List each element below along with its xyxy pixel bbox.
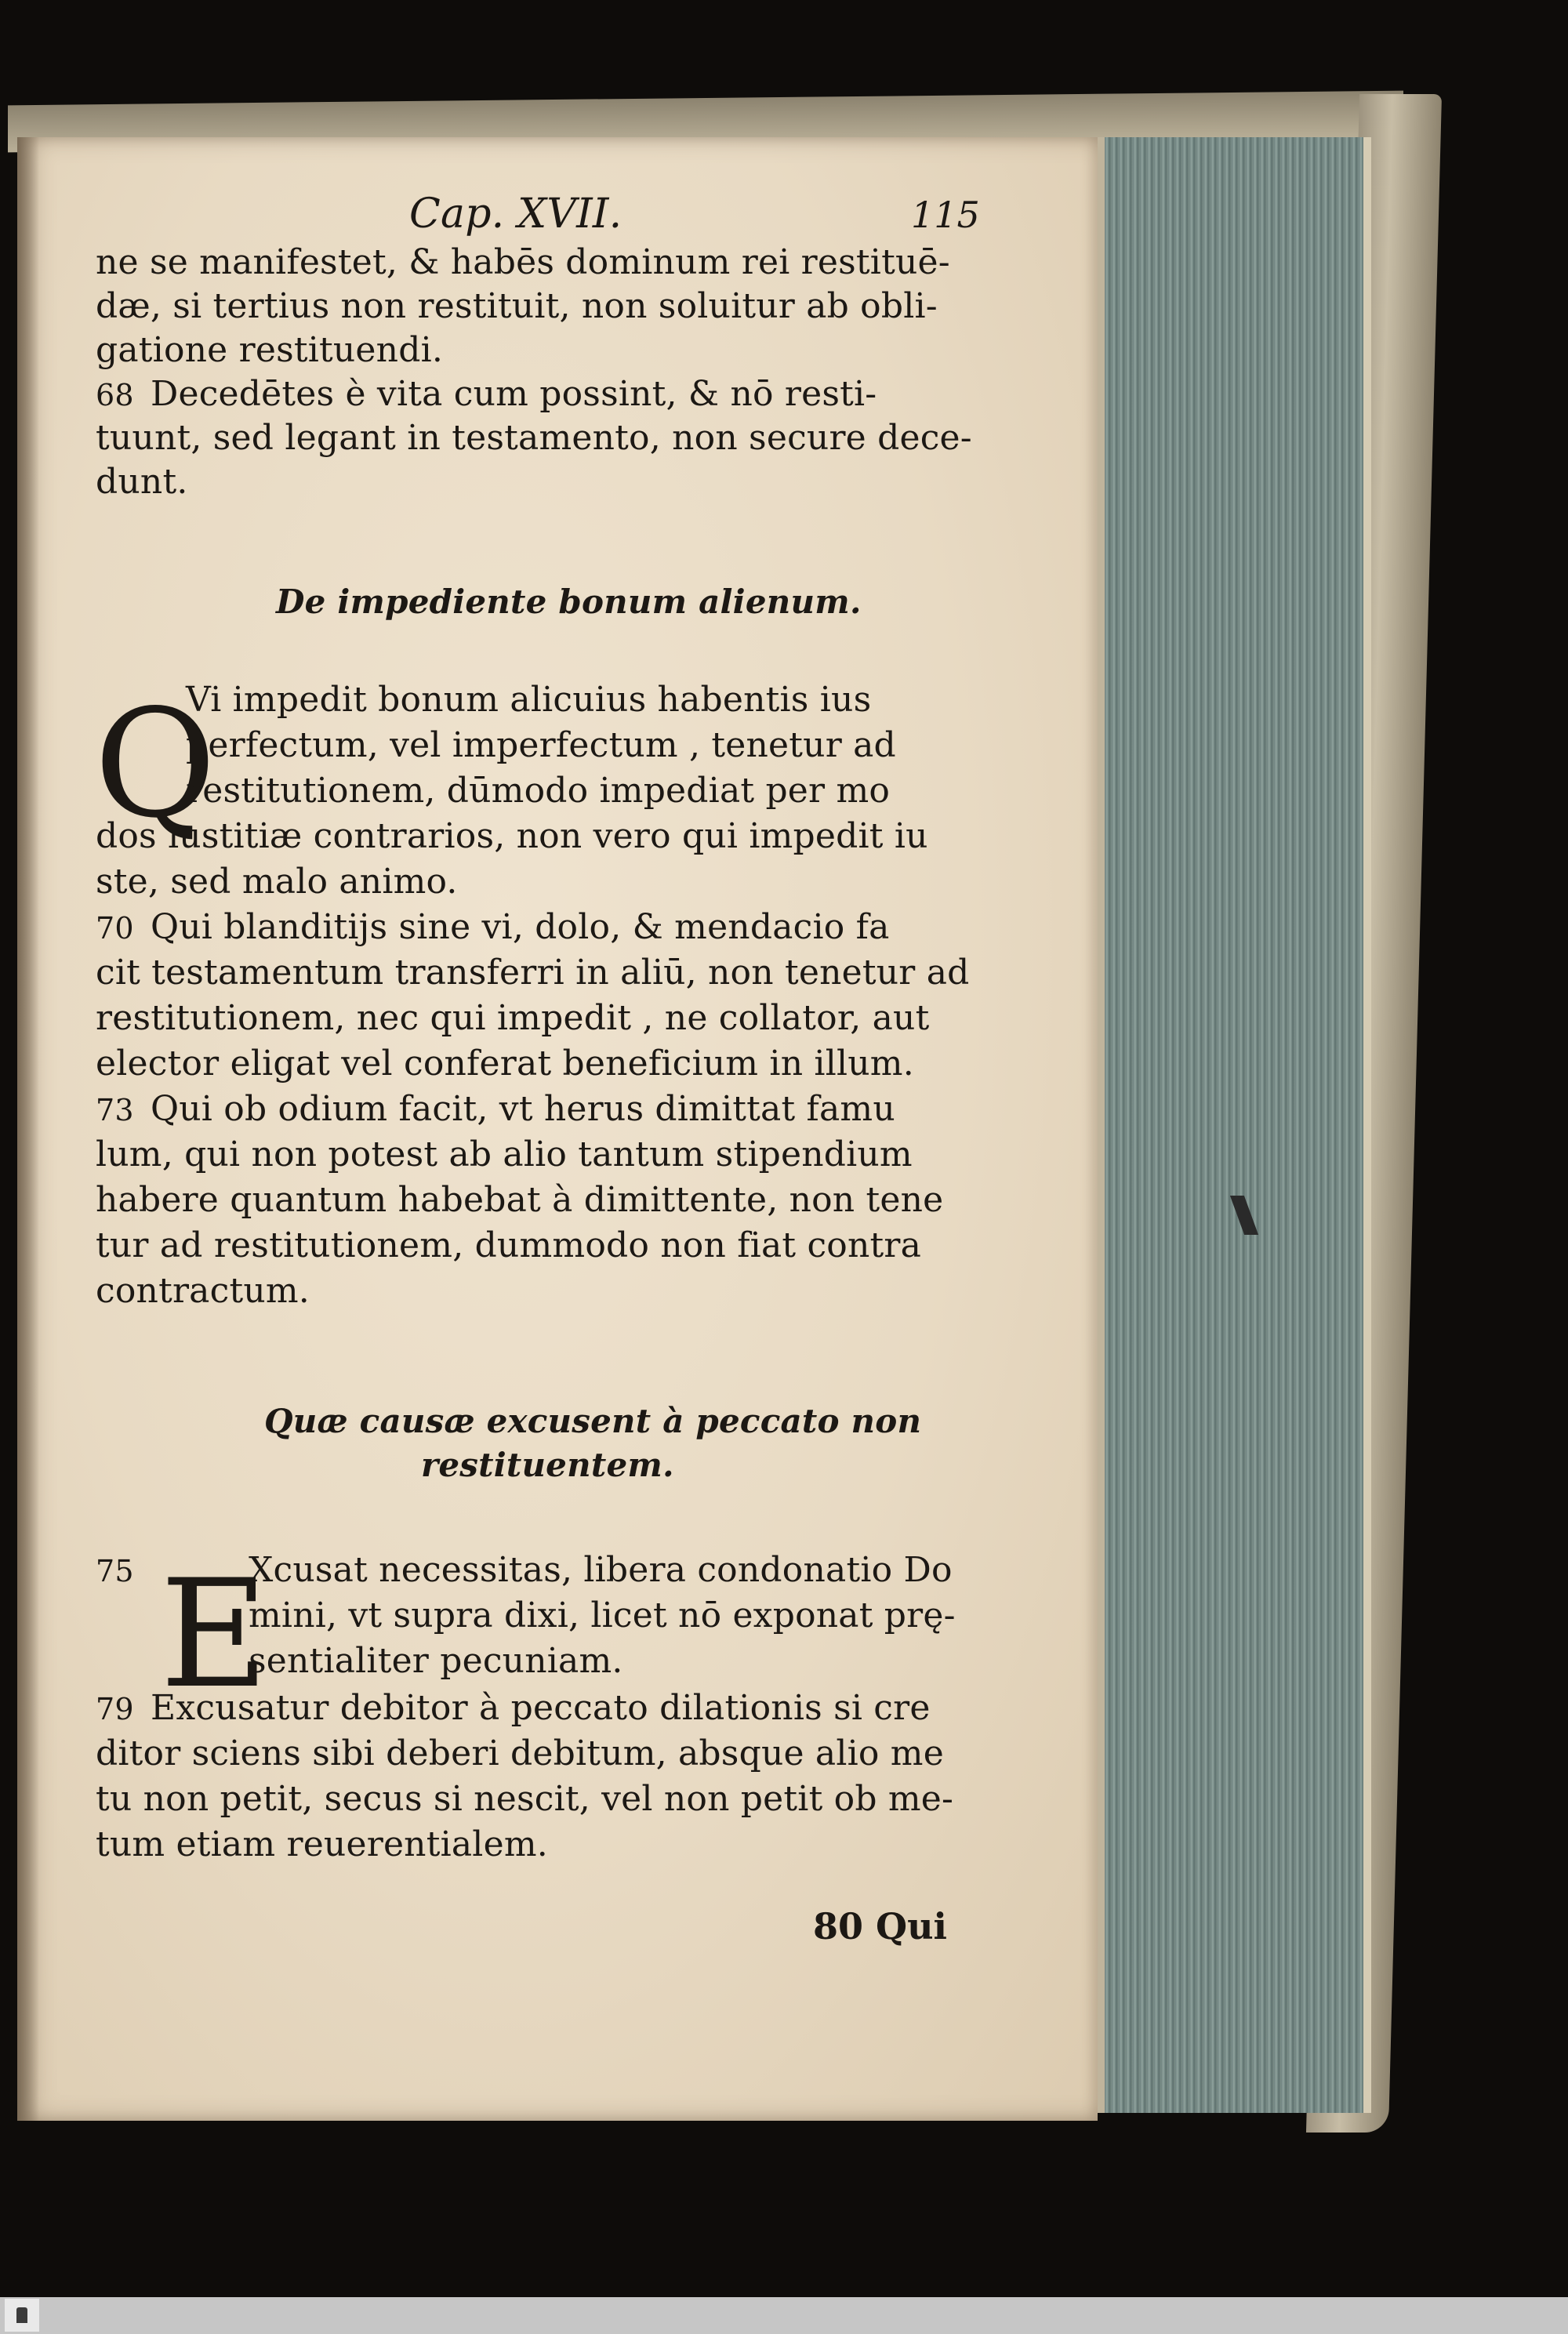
paragraph-73	[96, 1087, 997, 1132]
section-heading: De impediente bonum alienum.	[276, 583, 862, 621]
paragraph-79	[96, 1686, 997, 1731]
text-line: contractum.	[96, 1271, 310, 1311]
text-line: tuunt, sed legant in testamento, non secure dece-	[96, 418, 972, 458]
text-line: Vi impedit bonum alicuius habentis ius	[186, 680, 872, 720]
section-heading: restituentem.	[421, 1446, 674, 1484]
text-line: cit testamentum transferri in aliū, non tenetur ad	[96, 953, 970, 993]
drop-cap: E	[160, 1548, 269, 1721]
text-line: restitutionem, nec qui impedit , ne collator, aut	[96, 998, 930, 1038]
text-line: Qui ob odium facit, vt herus dimittat famu	[151, 1089, 895, 1129]
text-line: habere quantum habebat à dimittente, non tene	[96, 1180, 944, 1220]
text-line: Excusatur debitor à peccato dilationis si cre	[151, 1688, 931, 1728]
text-line: dunt.	[96, 462, 188, 502]
paragraph-number: 70	[96, 911, 134, 946]
paragraph-68	[96, 372, 997, 417]
text-line: ste, sed malo animo.	[96, 862, 458, 902]
library-logo-icon[interactable]	[5, 2299, 39, 2332]
text-line: sentialiter pecuniam.	[249, 1641, 623, 1681]
folio-number: 115	[911, 194, 980, 236]
text-line: perfectum, vel imperfectum , tenetur ad	[186, 725, 896, 765]
text-line: Decedētes è vita cum possint, & nō resti-	[151, 374, 877, 414]
text-line: tur ad restitutionem, dummodo non fiat contra	[96, 1225, 922, 1265]
book-page	[17, 137, 1098, 2121]
text-line: lum, qui non potest ab alio tantum stipendium	[96, 1134, 913, 1174]
paragraph-75-number	[96, 1548, 151, 1593]
text-line: dæ, si tertius non restituit, non soluitur ab obli-	[96, 286, 938, 326]
text-line: Qui blanditijs sine vi, dolo, & mendacio fa	[151, 907, 890, 947]
text-line: gatione restituendi.	[96, 330, 444, 370]
running-head: Cap. XVII.	[409, 191, 622, 238]
paragraph-number: 75	[96, 1554, 134, 1588]
section-heading: Quæ causæ excusent à peccato non	[264, 1402, 922, 1440]
text-line: tu non petit, secus si nescit, vel non petit ob me-	[96, 1779, 954, 1819]
text-line: ne se manifestet, & habēs dominum rei restituē-	[96, 242, 950, 282]
paragraph-70	[96, 906, 997, 950]
text-line: Xcusat necessitas, libera condonatio Do	[249, 1550, 953, 1590]
paragraph-number: 73	[96, 1093, 134, 1127]
text-line: tum etiam reuerentialem.	[96, 1824, 548, 1864]
catchword: 80 Qui	[813, 1905, 948, 1947]
drop-cap: Q	[94, 677, 216, 851]
page-gutter	[17, 137, 39, 2121]
text-line: ditor sciens sibi deberi debitum, absque alio me	[96, 1733, 944, 1773]
text-line: restitutionem, dūmodo impediat per mo	[186, 771, 891, 811]
paragraph-number: 79	[96, 1692, 134, 1726]
text-line: dos iustitiæ contrarios, non vero qui impedit iu	[96, 816, 928, 856]
paragraph-number: 68	[96, 378, 134, 412]
library-mark-icon	[16, 2307, 27, 2323]
page-fore-edge	[1094, 137, 1371, 2113]
text-line: elector eligat vel conferat beneficium in illum.	[96, 1044, 914, 1084]
viewer-bottom-bar	[0, 2297, 1568, 2334]
text-line: mini, vt supra dixi, licet nō exponat prę-	[249, 1595, 956, 1635]
